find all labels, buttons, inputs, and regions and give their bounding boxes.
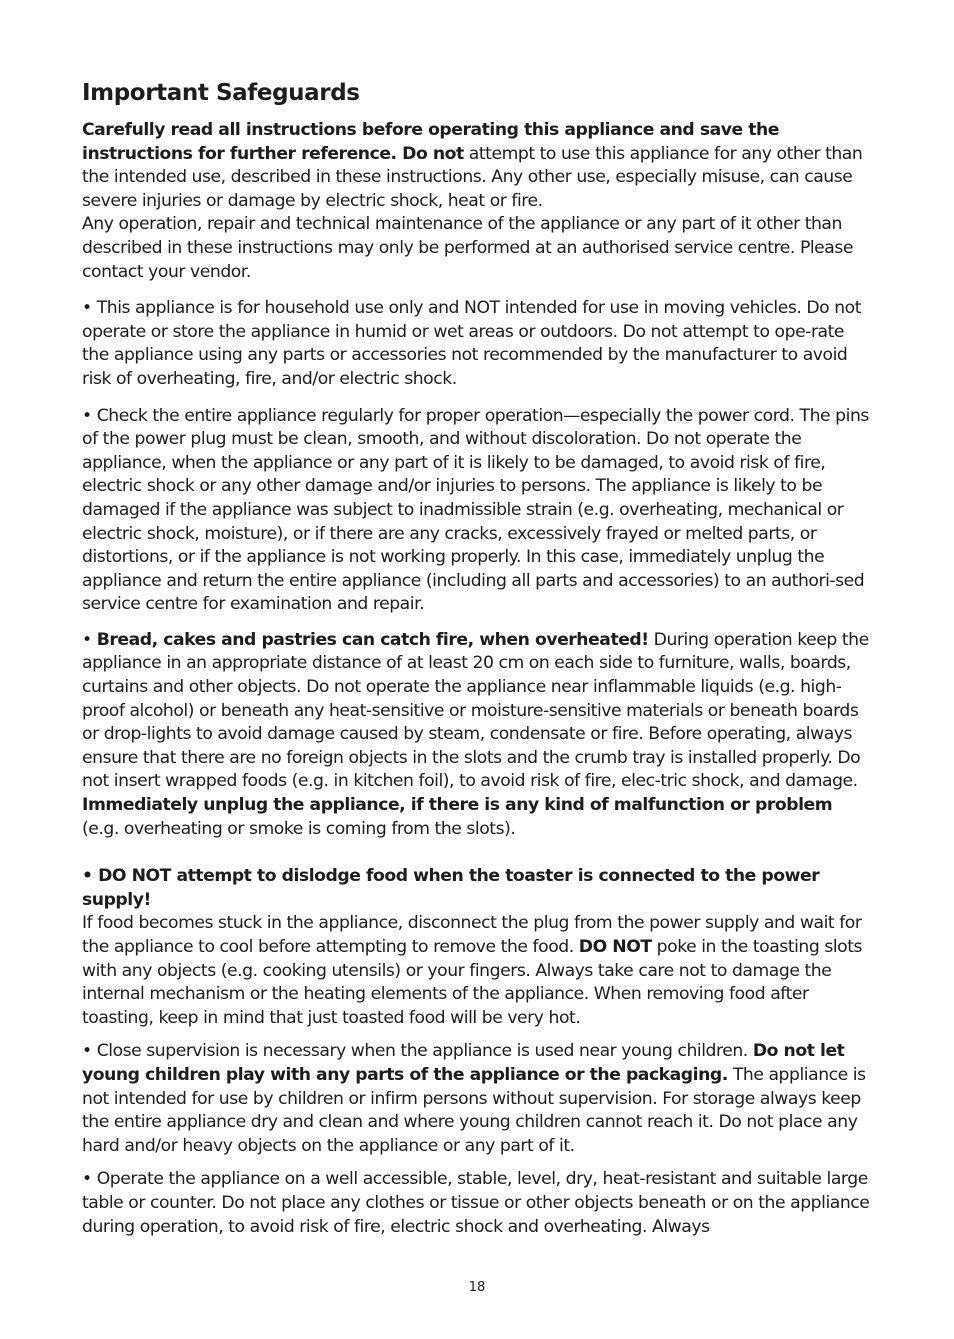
unplug-warning-bold: Immediately unplug the appliance, if there is any kind of malfunction or problem <box>82 795 833 816</box>
bullet-check-appliance: • Check the entire appliance regularly for proper operation—especially the power cord. The pins of the power plug must be clean, smooth, and without discoloration. Do not operate the appliance, when the appliance or any part of it is likely to be damaged, to avoid risk of fire, electric shock or any other damage and/or injuries to persons. The appliance is likely to be damaged if the appliance was subject to inadmissible strain (e.g. overheating, mechanical or electric shock, moisture), or if there are any cracks, excessively frayed or melted parts, or distortions, or if the appliance is not working properly. In this case, immediately unplug the appliance and return the entire appliance (including all parts and accessories) to an authori-sed service centre for examination and repair. <box>82 405 869 615</box>
fire-warning-bold: Bread, cakes and pastries can catch fire, when overheated! <box>96 629 649 650</box>
intro-text: attempt to use this appliance for any other than the intended use, described in these instructions. Any other use, especially misuse, can cause severe injuries or damage by electric shock, heat or fire. <box>82 143 863 211</box>
page-number: 18 <box>468 1280 486 1295</box>
children-text-2: The appliance is not intended for use by children or infirm persons without supervision. For storage always keep the entire appliance dry and clean and where young children cannot reach it. Do not place any hard and/or heavy objects on the appliance or any part of it. <box>82 1064 866 1156</box>
children-warning-bold: Do not let young children play with any parts of the appliance or the packaging. <box>82 1041 845 1085</box>
dislodge-text-2: poke in the toasting slots with any objects (e.g. cooking utensils) or your fingers. Always take care not to damage the internal mechanism or the heating elements of the appliance. When removing food after toasting, keep in mind that just toasted food will be very hot. <box>82 937 863 1028</box>
bullet-placement: • Operate the appliance on a well accessible, stable, level, dry, heat-resistant and suitable large table or counter. Do not place any clothes or tissue or other objects beneath or on the appliance during operation, to avoid risk of fire, electric shock and overheating. Always <box>82 1169 870 1237</box>
bullet-marker: • <box>82 629 97 650</box>
bullet-children-supervision <box>82 1040 874 1158</box>
bullet-household-use: • This appliance is for household use only and NOT intended for use in moving vehicles. Do not operate or store the appliance in humid or wet areas or outdoors. Do not attempt to ope-rate the appliance using any parts or accessories not recommended by the manufacturer to avoid risk of overheating, fire, and/or electric shock. <box>82 298 862 389</box>
document-page <box>82 78 874 1239</box>
bullet-fire-risk <box>82 629 874 841</box>
do-not-bold: DO NOT <box>578 937 652 957</box>
bullet-dislodge-heading <box>82 865 874 912</box>
intro-service-paragraph: Any operation, repair and technical maintenance of the appliance or any part of it other than described in these instructions may only be performed at an authorised service centre. Please contact your vendor. <box>82 214 854 282</box>
bullet-dislodge-text <box>82 912 874 1030</box>
dislodge-heading-bold: • DO NOT attempt to dislodge food when the toaster is connected to the power supply! <box>82 866 820 910</box>
intro-paragraph <box>82 119 874 213</box>
children-text-1: • Close supervision is necessary when the appliance is used near young children. <box>82 1041 753 1062</box>
fire-warning-text: During operation keep the appliance in an appropriate distance of at least 20 cm on each side to furniture, walls, boards, curtains and other objects. Do not operate the appliance near inflammable liquids (e.g. high-proof alcohol) or beneath any heat-sensitive or moisture-sensitive materials or beneath boards or drop-lights to avoid damage caused by steam, condensate or fire. Before operating, always ensure that there are no foreign objects in the slots and the crumb tray is installed properly. Do not insert wrapped foods (e.g. in kitchen foil), to avoid risk of fire, elec-tric shock, and damage. <box>82 629 869 792</box>
unplug-warning-text: (e.g. overheating or smoke is coming from the slots). <box>82 818 516 839</box>
dislodge-text-1: If food becomes stuck in the appliance, disconnect the plug from the power supply and wait for the appliance to cool before attempting to remove the food. <box>82 913 862 957</box>
page-title: Important Safeguards <box>82 80 360 106</box>
intro-bold-text: Carefully read all instructions before operating this appliance and save the instructions for further reference. Do not <box>82 120 779 164</box>
